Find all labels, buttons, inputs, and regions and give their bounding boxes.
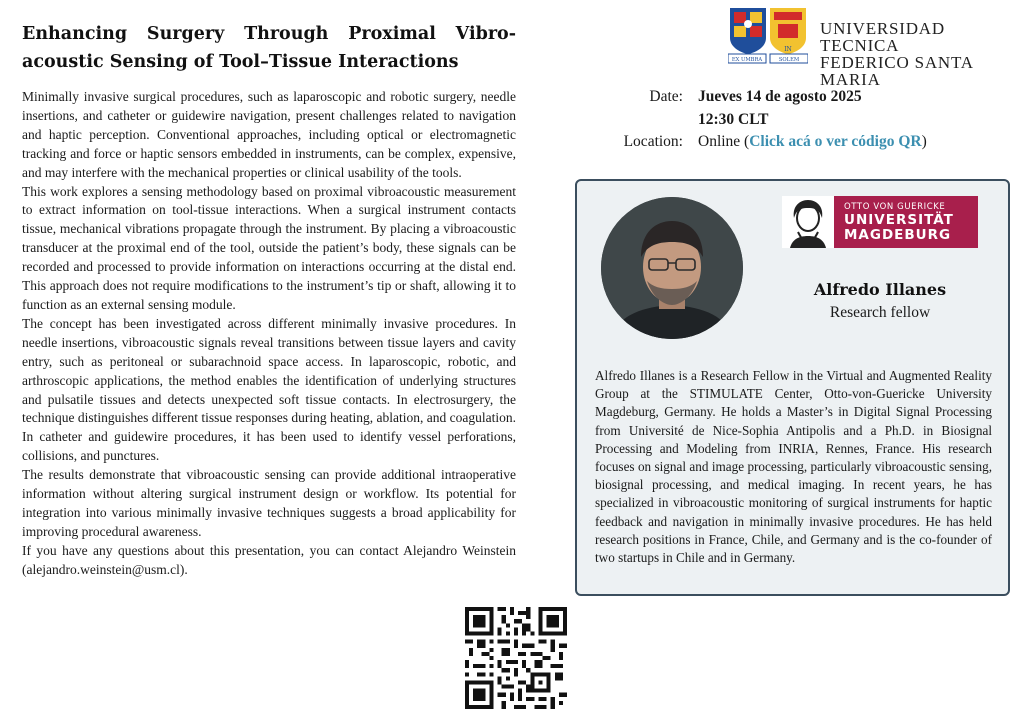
abstract-paragraph: Minimally invasive surgical procedures, such as laparoscopic and robotic surgery, needle insertions, and catheter or guidewire navigation, present challenges related to navigation and haptic perception. Conventional approaches, including optical or electromagnetic tracking and force or haptic sensors embedded in instruments, can be complex, expensive, and may interfere with the mechanical properties or clinical usability of the tools. [22,89,516,180]
abstract-paragraph: The concept has been investigated across different minimally invasive procedures. In needle insertions, vibroacoustic signals reveal transitions between tissue layers and cavity entry, such as peritoneal or subarachnoid space access. In laparoscopic, robotic, and arthroscopic applications, the method enables the identification of underlying structures and pulsatile tissues and detects unexpected soft tissue contacts. In electrosurgery, the technique distinguishes different tissue responses during heating, ablation, and coagulation. In catheter and guidewire procedures, it has been used to identify vessel perforations, collisions, and punctures. [22,315,516,464]
event-info [620,86,1000,154]
location-row [620,131,1000,154]
usm-motto-left: EX UMBRA [731,57,763,63]
date-row [620,86,1000,109]
usm-crest-icon [728,6,808,64]
speaker-name: Alfredo Illanes [813,280,947,299]
talk-abstract [22,88,516,580]
time-row [620,109,1000,132]
time-value: 12:30 CLT [698,110,769,128]
qr-code[interactable] [465,607,567,709]
abstract-paragraph: The results demonstrate that vibroacoustic sensing can provide additional intraoperative information without altering surgical instrument design or workflow. Its potential for integration into various minimally invasive techniques suggests a broad applicability for improving procedural awareness. [22,467,516,539]
date-value: Jueves 14 de agosto 2025 [698,88,862,105]
location-link[interactable]: Click acá o ver código QR [749,133,922,150]
location-prefix: Online ( [698,133,750,150]
abstract-paragraph: This work explores a sensing methodology based on proximal vibroacoustic measurement to extract information on tool-tissue interactions. When a surgical instrument contacts tissue, mechanical vibrations propagate through the instrument. By placing a vibroacoustic transducer at the proximal end of the tool, outside the patient’s body, these signals can be recorded and processed to provide information on interactions occurring at the distal end. This approach does not require modifications to the instrument’s tip or shaft, allowing it to function as an external sensing module. [22,183,516,312]
ovgu-line2: UNIVERSITÄT [844,211,954,228]
usm-motto-right: SOLEM [778,57,800,63]
location-suffix: ) [921,133,927,150]
abstract-contact: If you have any questions about this presentation, you can contact Alejandro Weinstein (alejandro.weinstein@usm.cl). [22,542,516,577]
speaker-role: Research fellow [829,304,931,321]
ovgu-logo-icon [782,196,978,248]
university-name-line1: UNIVERSIDAD TECNICA [820,19,945,55]
location-label: Location: [623,133,683,150]
ovgu-line3: MAGDEBURG [844,226,952,243]
speaker-card [575,179,1010,596]
ovgu-wordmark [834,202,978,243]
usm-crest-letters: IN [784,46,792,53]
talk-title: Enhancing Surgery Through Proximal Vibro-acoustic Sensing of Tool–Tissue Interactions [22,24,516,72]
ovgu-line1: OTTO VON GUERICKE [844,201,946,212]
location-value [698,131,1000,154]
date-label: Date: [649,88,683,105]
university-name-line2: FEDERICO SANTA MARIA [820,53,973,89]
speaker-photo [601,197,743,339]
university-name [820,20,1020,88]
ovgu-portrait-icon [782,196,834,248]
time-label-spacer [620,109,698,132]
speaker-bio: Alfredo Illanes is a Research Fellow in the Virtual and Augmented Reality Group at the STIMULATE Center, Otto-von-Guericke University Magdeburg, Germany. He holds a Master’s in Digital Signal Processing from Université de Nice-Sophia Antipolis and a Ph.D. in Biosignal Processing and Modeling from INRIA, Rennes, France. His research focuses on signal and image processing, particularly vibroacoustic sensing, biosignal processing, and medical imaging. In recent years, he has specialized in vibroacoustic monitoring of surgical instruments for haptic feedback and navigation in minimally invasive procedures. He has held research positions in France, Chile, and Germany and is the co-founder of two startups in Chile and in Germany. [595,368,992,566]
